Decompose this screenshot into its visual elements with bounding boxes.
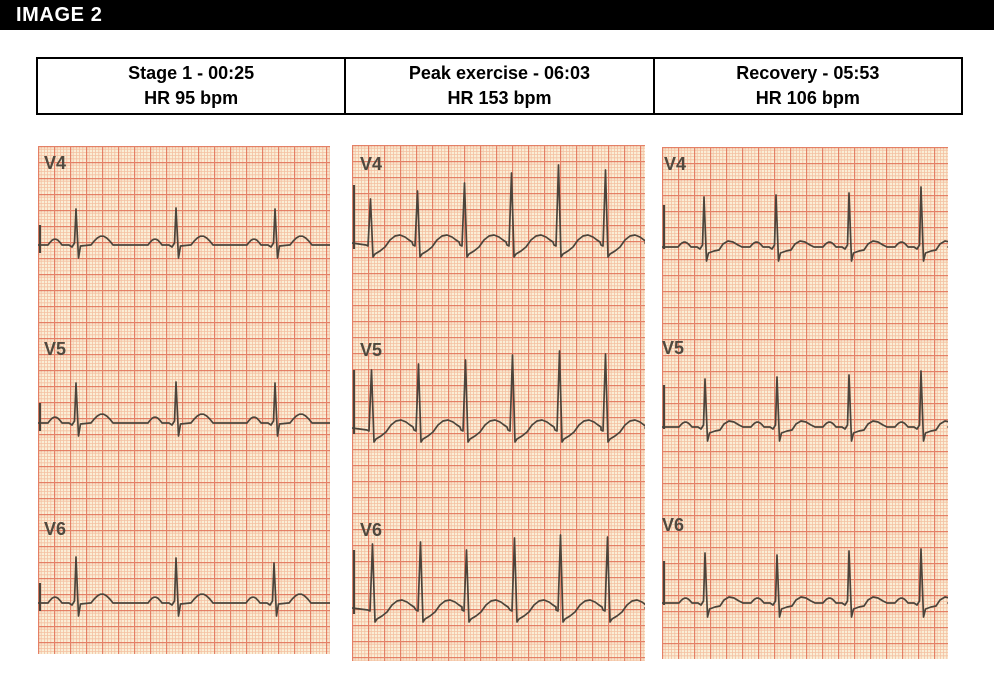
stage-title: Peak exercise - 06:03: [408, 63, 591, 83]
stage-heart-rate: HR 95 bpm: [144, 88, 239, 108]
lead-label-v6: V6: [360, 520, 383, 540]
lead-label-v4: V4: [44, 153, 67, 173]
lead-label-v5: V5: [44, 339, 67, 359]
lead-label-v4: V4: [664, 154, 687, 174]
lead-label-v6: V6: [44, 519, 67, 539]
stage-cell-recovery: [653, 59, 961, 113]
stage-table: [36, 57, 963, 115]
lead-label-v6: V6: [662, 515, 685, 535]
ecg-paper-grid: [38, 146, 330, 654]
stage-heart-rate: HR 106 bpm: [755, 88, 860, 108]
stage-title: Stage 1 - 00:25: [128, 63, 255, 83]
stage-title: Recovery - 05:53: [736, 63, 880, 83]
lead-label-v5: V5: [662, 338, 685, 358]
lead-label-v4: V4: [360, 154, 383, 174]
stage-cell-stage1: [38, 59, 344, 113]
ecg-panel-stage1: [38, 146, 330, 654]
ecg-panel-recovery: [662, 147, 948, 659]
lead-label-v5: V5: [360, 340, 383, 360]
header-bar: [0, 0, 994, 30]
stage-heart-rate: HR 153 bpm: [447, 88, 552, 108]
page-title: IMAGE 2: [16, 3, 103, 26]
stage-cell-peak-exercise: [344, 59, 652, 113]
ecg-paper-grid: [352, 145, 645, 661]
ecg-panel-peak-exercise: [352, 145, 645, 661]
